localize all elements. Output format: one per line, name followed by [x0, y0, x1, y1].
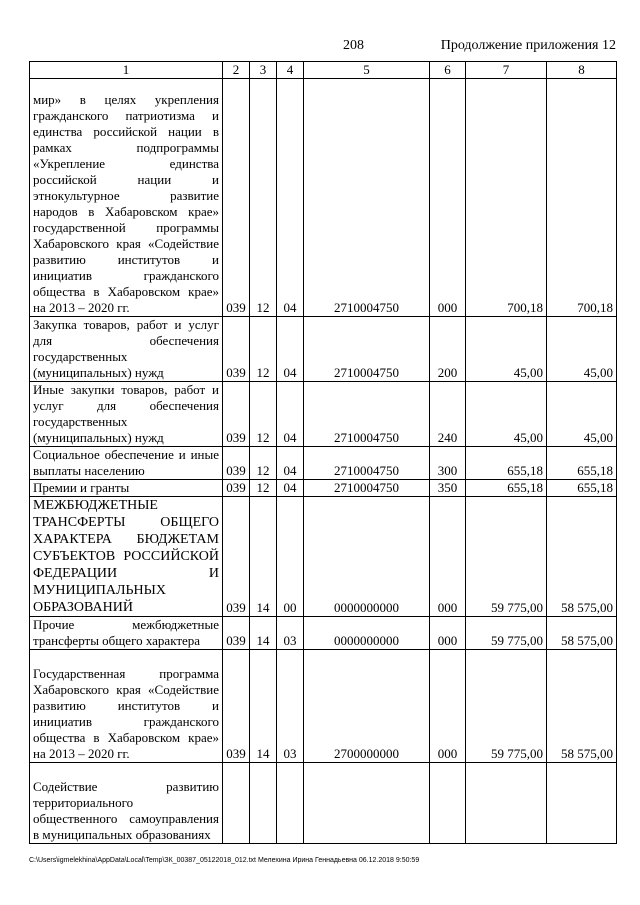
row-name: Социальное обеспечение и иные выплаты населению — [30, 447, 223, 480]
row-name: МЕЖБЮДЖЕТНЫЕ ТРАНСФЕРТЫ ОБЩЕГО ХАРАКТЕРА БЮДЖЕТАМ СУБЪЕКТОВ РОССИЙСКОЙ ФЕДЕРАЦИИ И МУНИЦИПАЛЬНЫХ ОБРАЗОВАНИЙ — [30, 497, 223, 617]
row-name: Содействие развитию территориального общественного самоуправления в муниципальных образованиях — [30, 763, 223, 844]
column-header: 5 — [304, 62, 430, 79]
row-name: Иные закупки товаров, работ и услуг для обеспечения государственных (муниципальных) нужд — [30, 382, 223, 447]
column-header: 3 — [250, 62, 277, 79]
cell-code: 039 — [223, 650, 250, 763]
cell-expense-type: 000 — [430, 617, 466, 650]
cell-target: 2700000000 — [304, 650, 430, 763]
row-name: Премии и гранты — [30, 480, 223, 497]
cell-subsection: 04 — [277, 480, 304, 497]
cell-subsection: 04 — [277, 317, 304, 382]
cell-subsection: 03 — [277, 650, 304, 763]
cell-code — [223, 763, 250, 844]
cell-target: 2710004750 — [304, 382, 430, 447]
cell-expense-type: 000 — [430, 497, 466, 617]
cell-amount-2: 58 575,00 — [547, 497, 617, 617]
cell-code: 039 — [223, 497, 250, 617]
cell-amount-1 — [466, 763, 547, 844]
cell-target: 2710004750 — [304, 79, 430, 317]
cell-expense-type: 240 — [430, 382, 466, 447]
cell-expense-type: 350 — [430, 480, 466, 497]
table-row — [30, 79, 617, 317]
cell-amount-1: 655,18 — [466, 447, 547, 480]
cell-code: 039 — [223, 480, 250, 497]
cell-code: 039 — [223, 382, 250, 447]
cell-target: 2710004750 — [304, 480, 430, 497]
cell-subsection: 04 — [277, 382, 304, 447]
table-row — [30, 317, 617, 382]
cell-expense-type: 000 — [430, 650, 466, 763]
cell-amount-2: 58 575,00 — [547, 617, 617, 650]
budget-table — [29, 61, 617, 844]
cell-amount-2 — [547, 763, 617, 844]
cell-target: 0000000000 — [304, 497, 430, 617]
table-row — [30, 447, 617, 480]
cell-amount-1: 45,00 — [466, 382, 547, 447]
cell-section: 12 — [250, 79, 277, 317]
column-header: 6 — [430, 62, 466, 79]
cell-subsection: 00 — [277, 497, 304, 617]
cell-section: 12 — [250, 447, 277, 480]
cell-amount-2: 700,18 — [547, 79, 617, 317]
row-name: мир» в целях укрепления гражданского патриотизма и единства российской нации в рамках подпрограммы «Укрепление единства российской нации и этнокультурное развитие народов в Хабаровском крае» государственной программы Хабаровского края «Содействие развитию институтов и инициатив гражданского общества в Хабаровском крае» на 2013 – 2020 гг. — [30, 79, 223, 317]
cell-amount-1: 655,18 — [466, 480, 547, 497]
cell-expense-type: 300 — [430, 447, 466, 480]
cell-amount-2: 655,18 — [547, 480, 617, 497]
cell-target: 2710004750 — [304, 317, 430, 382]
column-header: 7 — [466, 62, 547, 79]
cell-code: 039 — [223, 447, 250, 480]
page-number: 208 — [343, 38, 364, 53]
cell-section: 14 — [250, 617, 277, 650]
table-row — [30, 617, 617, 650]
cell-amount-1: 59 775,00 — [466, 650, 547, 763]
cell-amount-2: 45,00 — [547, 382, 617, 447]
table-row — [30, 650, 617, 763]
cell-amount-1: 45,00 — [466, 317, 547, 382]
cell-expense-type: 000 — [430, 79, 466, 317]
cell-section — [250, 763, 277, 844]
cell-code: 039 — [223, 317, 250, 382]
cell-section: 14 — [250, 497, 277, 617]
cell-amount-1: 59 775,00 — [466, 497, 547, 617]
cell-section: 12 — [250, 317, 277, 382]
cell-target — [304, 763, 430, 844]
row-name: Государственная программа Хабаровского края «Содействие развитию институтов и инициатив гражданского общества в Хабаровском крае» на 2013 – 2020 гг. — [30, 650, 223, 763]
column-header: 1 — [30, 62, 223, 79]
cell-subsection — [277, 763, 304, 844]
cell-expense-type: 200 — [430, 317, 466, 382]
table-row — [30, 480, 617, 497]
column-header: 4 — [277, 62, 304, 79]
cell-amount-2: 45,00 — [547, 317, 617, 382]
cell-section: 14 — [250, 650, 277, 763]
continuation-label: Продолжение приложения 12 — [440, 38, 616, 53]
cell-section: 12 — [250, 382, 277, 447]
row-name: Закупка товаров, работ и услуг для обеспечения государственных (муниципальных) нужд — [30, 317, 223, 382]
cell-amount-1: 59 775,00 — [466, 617, 547, 650]
cell-section: 12 — [250, 480, 277, 497]
cell-subsection: 03 — [277, 617, 304, 650]
table-row — [30, 497, 617, 617]
cell-subsection: 04 — [277, 79, 304, 317]
cell-target: 2710004750 — [304, 447, 430, 480]
cell-code: 039 — [223, 617, 250, 650]
cell-amount-1: 700,18 — [466, 79, 547, 317]
table-header-row — [30, 62, 617, 79]
table-row — [30, 382, 617, 447]
cell-amount-2: 58 575,00 — [547, 650, 617, 763]
cell-target: 0000000000 — [304, 617, 430, 650]
footer-file-path: C:\Users\igmelekhina\AppData\Local\Temp\ЗК_00387_05122018_012.txt Мелехина Ирина Геннадьевна 06.12.2018 9:50:59 — [29, 857, 420, 864]
cell-subsection: 04 — [277, 447, 304, 480]
row-name: Прочие межбюджетные трансферты общего характера — [30, 617, 223, 650]
column-header: 2 — [223, 62, 250, 79]
cell-amount-2: 655,18 — [547, 447, 617, 480]
cell-expense-type — [430, 763, 466, 844]
cell-code: 039 — [223, 79, 250, 317]
column-header: 8 — [547, 62, 617, 79]
table-row — [30, 763, 617, 844]
